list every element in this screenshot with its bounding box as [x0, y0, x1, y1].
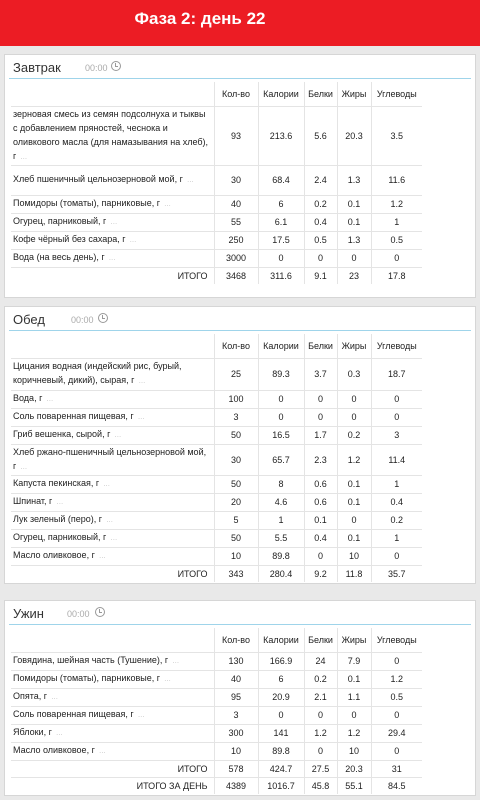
meal-card: [4, 306, 476, 584]
qty-cell: 25: [214, 358, 258, 390]
protein-cell: 0.4: [304, 213, 337, 231]
qty-cell: 40: [214, 670, 258, 688]
clock-icon[interactable]: [98, 313, 108, 323]
food-row[interactable]: [11, 426, 422, 444]
food-row[interactable]: [11, 742, 422, 760]
food-name: Вода, г: [13, 393, 43, 403]
table-header-row: [11, 82, 422, 106]
food-row[interactable]: [11, 195, 422, 213]
fat-cell: 1.3: [337, 165, 371, 195]
meal-total-row: [11, 565, 422, 582]
total-carbs: 17.8: [371, 267, 422, 284]
food-name-cell: [11, 511, 214, 529]
kcal-cell: 8: [258, 475, 304, 493]
total-qty: 4389: [214, 777, 258, 794]
column-header: Белки: [304, 334, 337, 358]
qty-cell: 30: [214, 444, 258, 475]
carbs-cell: 11.6: [371, 165, 422, 195]
food-row[interactable]: [11, 390, 422, 408]
total-qty: 343: [214, 565, 258, 582]
food-name: Масло оливковое, г: [13, 745, 95, 755]
protein-cell: 0.6: [304, 493, 337, 511]
qty-cell: 3: [214, 408, 258, 426]
meal-title: Завтрак: [13, 60, 61, 75]
total-protein: 9.1: [304, 267, 337, 284]
food-name-cell: [11, 547, 214, 565]
carbs-cell: 18.7: [371, 358, 422, 390]
meal-card: [4, 54, 476, 298]
kcal-cell: 89.8: [258, 742, 304, 760]
meal-header[interactable]: [9, 307, 471, 333]
column-header: Белки: [304, 628, 337, 652]
food-name: Помидоры (томаты), парниковые, г: [13, 673, 160, 683]
protein-cell: 2.4: [304, 165, 337, 195]
fat-cell: 0.1: [337, 213, 371, 231]
total-qty: 578: [214, 760, 258, 777]
more-options-icon[interactable]: …: [110, 219, 119, 226]
more-options-icon[interactable]: …: [110, 535, 119, 542]
more-options-icon[interactable]: …: [164, 201, 172, 208]
protein-cell: 0.4: [304, 529, 337, 547]
protein-cell: 1.7: [304, 426, 337, 444]
total-label: ИТОГО: [11, 760, 214, 777]
protein-cell: 0.2: [304, 195, 337, 213]
protein-cell: 24: [304, 652, 337, 670]
more-options-icon[interactable]: …: [51, 694, 60, 701]
carbs-cell: 29.4: [371, 724, 422, 742]
total-carbs: 35.7: [371, 565, 422, 582]
protein-cell: 5.6: [304, 106, 337, 165]
column-header: Жиры: [337, 82, 371, 106]
food-name: Цицания водная (индейский рис, бурый, коричневый, дикий), сырая, г: [13, 361, 182, 385]
carbs-cell: 3.5: [371, 106, 422, 165]
column-header: Кол-во: [214, 628, 258, 652]
food-name-cell: [11, 670, 214, 688]
qty-cell: 20: [214, 493, 258, 511]
meal-total-row: [11, 267, 422, 284]
protein-cell: 0: [304, 390, 337, 408]
meal-header[interactable]: [9, 55, 471, 81]
qty-cell: 93: [214, 106, 258, 165]
fat-cell: 1.3: [337, 231, 371, 249]
food-row[interactable]: [11, 213, 422, 231]
meal-time[interactable]: 00:00: [67, 609, 90, 619]
fat-cell: 0.1: [337, 529, 371, 547]
protein-cell: 2.1: [304, 688, 337, 706]
food-name: Хлеб ржано-пшеничный цельнозерновой мой, г: [13, 446, 207, 471]
column-header: Калории: [258, 334, 304, 358]
total-kcal: 280.4: [258, 565, 304, 582]
food-row[interactable]: [11, 493, 422, 511]
food-name: Помидоры (томаты), парниковые, г: [13, 198, 160, 208]
meal-card: [4, 600, 476, 796]
total-kcal: 424.7: [258, 760, 304, 777]
total-carbs: 84.5: [371, 777, 422, 794]
qty-cell: 50: [214, 426, 258, 444]
fat-cell: 0.1: [337, 475, 371, 493]
food-name: Говядина, шейная часть (Тушение), г: [13, 655, 169, 665]
carbs-cell: 0.5: [371, 231, 422, 249]
food-name-cell: [11, 426, 214, 444]
column-header: Калории: [258, 628, 304, 652]
kcal-cell: 0: [258, 706, 304, 724]
qty-cell: 10: [214, 742, 258, 760]
kcal-cell: 20.9: [258, 688, 304, 706]
header-divider: [9, 624, 471, 625]
fat-cell: 7.9: [337, 652, 371, 670]
qty-cell: 250: [214, 231, 258, 249]
qty-cell: 100: [214, 390, 258, 408]
food-name: Хлеб пшеничный цельнозерновой мой, г: [13, 174, 183, 184]
protein-cell: 0: [304, 706, 337, 724]
qty-cell: 3: [214, 706, 258, 724]
more-options-icon[interactable]: …: [129, 237, 138, 244]
food-row[interactable]: [11, 165, 422, 195]
food-name-cell: [11, 475, 214, 493]
more-options-icon[interactable]: …: [172, 658, 181, 665]
food-name: Огурец, парниковый, г: [13, 216, 107, 226]
protein-cell: 0: [304, 408, 337, 426]
fat-cell: 0.1: [337, 195, 371, 213]
carbs-cell: 0: [371, 652, 422, 670]
food-row[interactable]: [11, 511, 422, 529]
food-name-cell: [11, 529, 214, 547]
column-header: Кол-во: [214, 334, 258, 358]
kcal-cell: 0: [258, 408, 304, 426]
carbs-cell: 1: [371, 475, 422, 493]
meal-time[interactable]: 00:00: [71, 315, 94, 325]
total-fat: 11.8: [337, 565, 371, 582]
qty-cell: 50: [214, 529, 258, 547]
carbs-cell: 0: [371, 390, 422, 408]
total-label: ИТОГО ЗА ДЕНЬ: [136, 780, 208, 791]
header-blank: [11, 334, 214, 358]
fat-cell: 0: [337, 408, 371, 426]
kcal-cell: 141: [258, 724, 304, 742]
protein-cell: 2.3: [304, 444, 337, 475]
header-blank: [11, 628, 214, 652]
meal-header[interactable]: [9, 601, 471, 627]
more-options-icon[interactable]: …: [98, 748, 107, 755]
protein-cell: 0: [304, 547, 337, 565]
header-divider: [9, 330, 471, 331]
more-options-icon[interactable]: …: [164, 676, 172, 683]
carbs-cell: 3: [371, 426, 422, 444]
food-row[interactable]: [11, 358, 422, 390]
column-header: Белки: [304, 82, 337, 106]
total-kcal: 1016.7: [258, 777, 304, 794]
food-row[interactable]: [11, 688, 422, 706]
kcal-cell: 89.3: [258, 358, 304, 390]
total-kcal: 311.6: [258, 267, 304, 284]
food-row[interactable]: [11, 408, 422, 426]
column-header: Жиры: [337, 334, 371, 358]
kcal-cell: 17.5: [258, 231, 304, 249]
column-header: Углеводы: [371, 334, 422, 358]
qty-cell: 5: [214, 511, 258, 529]
qty-cell: 95: [214, 688, 258, 706]
more-options-icon[interactable]: …: [46, 396, 55, 403]
kcal-cell: 0: [258, 249, 304, 267]
carbs-cell: 0.2: [371, 511, 422, 529]
total-label: ИТОГО: [177, 270, 208, 281]
food-name-cell: [11, 742, 214, 760]
more-options-icon[interactable]: …: [20, 153, 29, 161]
column-header: Углеводы: [371, 82, 422, 106]
kcal-cell: 0: [258, 390, 304, 408]
more-options-icon[interactable]: …: [20, 463, 29, 471]
fat-cell: 1.2: [337, 444, 371, 475]
protein-cell: 0.2: [304, 670, 337, 688]
kcal-cell: 6.1: [258, 213, 304, 231]
clock-icon[interactable]: [95, 607, 105, 617]
fat-cell: 1.1: [337, 688, 371, 706]
kcal-cell: 1: [258, 511, 304, 529]
food-name-cell: [11, 249, 214, 267]
header-divider: [9, 78, 471, 79]
nutrition-table: [11, 82, 422, 284]
food-row[interactable]: [11, 547, 422, 565]
food-name-cell: [11, 408, 214, 426]
meal-title: Ужин: [13, 606, 44, 621]
page-title: Фаза 2: день 22: [134, 9, 266, 28]
carbs-cell: 0.5: [371, 688, 422, 706]
qty-cell: 55: [214, 213, 258, 231]
fat-cell: 0.1: [337, 670, 371, 688]
food-row[interactable]: [11, 706, 422, 724]
column-header: Жиры: [337, 628, 371, 652]
food-name-cell: [11, 165, 214, 195]
food-name: Кофе чёрный без сахара, г: [13, 234, 126, 244]
food-row[interactable]: [11, 106, 422, 165]
food-name: Масло оливковое, г: [13, 550, 95, 560]
fat-cell: 0.3: [337, 358, 371, 390]
kcal-cell: 166.9: [258, 652, 304, 670]
more-options-icon[interactable]: …: [137, 414, 146, 421]
food-name: Вода (на весь день), г: [13, 252, 105, 262]
kcal-cell: 6: [258, 195, 304, 213]
nutrition-table: [11, 628, 422, 794]
fat-cell: 0.2: [337, 426, 371, 444]
food-name: Огурец, парниковый, г: [13, 532, 107, 542]
fat-cell: 0: [337, 249, 371, 267]
total-protein: 27.5: [304, 760, 337, 777]
column-header: Калории: [258, 82, 304, 106]
fat-cell: 0: [337, 511, 371, 529]
protein-cell: 0.5: [304, 231, 337, 249]
fat-cell: 10: [337, 547, 371, 565]
app-header: [0, 0, 480, 46]
food-row[interactable]: [11, 249, 422, 267]
protein-cell: 0.1: [304, 511, 337, 529]
carbs-cell: 0.4: [371, 493, 422, 511]
food-name-cell: [11, 390, 214, 408]
more-options-icon[interactable]: …: [55, 730, 64, 737]
carbs-cell: 1: [371, 529, 422, 547]
food-name: зерновая смесь из семян подсолнуха и тыквы с добавлением пряностей, чеснока и оливкового масла (для намазывания на хлеб), г: [13, 108, 209, 161]
more-options-icon[interactable]: …: [138, 378, 147, 385]
food-name-cell: [11, 706, 214, 724]
kcal-cell: 213.6: [258, 106, 304, 165]
kcal-cell: 16.5: [258, 426, 304, 444]
kcal-cell: 65.7: [258, 444, 304, 475]
clock-icon[interactable]: [111, 61, 121, 71]
qty-cell: 3000: [214, 249, 258, 267]
qty-cell: 50: [214, 475, 258, 493]
food-name: Гриб вешенка, сырой, г: [13, 429, 111, 439]
food-row[interactable]: [11, 529, 422, 547]
total-qty: 3468: [214, 267, 258, 284]
table-header-row: [11, 628, 422, 652]
kcal-cell: 5.5: [258, 529, 304, 547]
total-fat: 55.1: [337, 777, 371, 794]
qty-cell: 30: [214, 165, 258, 195]
food-name: Шпинат, г: [13, 496, 53, 506]
total-fat: 23: [337, 267, 371, 284]
carbs-cell: 0: [371, 742, 422, 760]
qty-cell: 10: [214, 547, 258, 565]
food-name-cell: [11, 358, 214, 390]
fat-cell: 1.2: [337, 724, 371, 742]
fat-cell: 0.1: [337, 493, 371, 511]
food-name-cell: [11, 688, 214, 706]
food-row[interactable]: [11, 724, 422, 742]
table-header-row: [11, 334, 422, 358]
food-name-cell: [11, 231, 214, 249]
fat-cell: 0: [337, 706, 371, 724]
total-protein: 45.8: [304, 777, 337, 794]
food-name: Соль поваренная пищевая, г: [13, 411, 134, 421]
food-name-cell: [11, 724, 214, 742]
total-label: ИТОГО: [177, 568, 208, 579]
qty-cell: 300: [214, 724, 258, 742]
meal-title: Обед: [13, 312, 45, 327]
total-carbs: 31: [371, 760, 422, 777]
food-row[interactable]: [11, 652, 422, 670]
food-name-cell: [11, 652, 214, 670]
carbs-cell: 0: [371, 249, 422, 267]
food-name-cell: [11, 106, 214, 165]
day-total-row: [11, 777, 422, 794]
nutrition-table: [11, 334, 422, 582]
food-name-cell: [11, 213, 214, 231]
carbs-cell: 0: [371, 706, 422, 724]
qty-cell: 40: [214, 195, 258, 213]
protein-cell: 0: [304, 742, 337, 760]
food-name-cell: [11, 195, 214, 213]
more-options-icon[interactable]: …: [103, 481, 112, 488]
meal-total-row: [11, 760, 422, 777]
protein-cell: 0: [304, 249, 337, 267]
food-row[interactable]: [11, 444, 422, 475]
kcal-cell: 6: [258, 670, 304, 688]
kcal-cell: 68.4: [258, 165, 304, 195]
total-protein: 9.2: [304, 565, 337, 582]
food-row[interactable]: [11, 475, 422, 493]
kcal-cell: 4.6: [258, 493, 304, 511]
more-options-icon[interactable]: …: [56, 499, 65, 506]
column-header: Кол-во: [214, 82, 258, 106]
carbs-cell: 11.4: [371, 444, 422, 475]
more-options-icon[interactable]: …: [108, 255, 117, 262]
food-name-cell: [11, 493, 214, 511]
protein-cell: 0.6: [304, 475, 337, 493]
more-options-icon[interactable]: …: [186, 177, 195, 184]
food-row[interactable]: [11, 670, 422, 688]
header-blank: [11, 82, 214, 106]
fat-cell: 10: [337, 742, 371, 760]
more-options-icon[interactable]: …: [137, 712, 146, 719]
column-header: Углеводы: [371, 628, 422, 652]
food-name: Яблоки, г: [13, 727, 52, 737]
more-options-icon[interactable]: …: [114, 432, 123, 439]
kcal-cell: 89.8: [258, 547, 304, 565]
protein-cell: 1.2: [304, 724, 337, 742]
food-name-cell: [11, 444, 214, 475]
protein-cell: 3.7: [304, 358, 337, 390]
more-options-icon[interactable]: …: [106, 517, 115, 524]
fat-cell: 20.3: [337, 106, 371, 165]
more-options-icon[interactable]: …: [98, 553, 107, 560]
total-fat: 20.3: [337, 760, 371, 777]
carbs-cell: 1.2: [371, 195, 422, 213]
food-name: Лук зеленый (перо), г: [13, 514, 103, 524]
carbs-cell: 1: [371, 213, 422, 231]
carbs-cell: 1.2: [371, 670, 422, 688]
carbs-cell: 0: [371, 547, 422, 565]
carbs-cell: 0: [371, 408, 422, 426]
food-name: Опята, г: [13, 691, 48, 701]
food-row[interactable]: [11, 231, 422, 249]
food-name: Капуста пекинская, г: [13, 478, 100, 488]
fat-cell: 0: [337, 390, 371, 408]
qty-cell: 130: [214, 652, 258, 670]
food-name: Соль поваренная пищевая, г: [13, 709, 134, 719]
meal-time[interactable]: 00:00: [85, 63, 108, 73]
